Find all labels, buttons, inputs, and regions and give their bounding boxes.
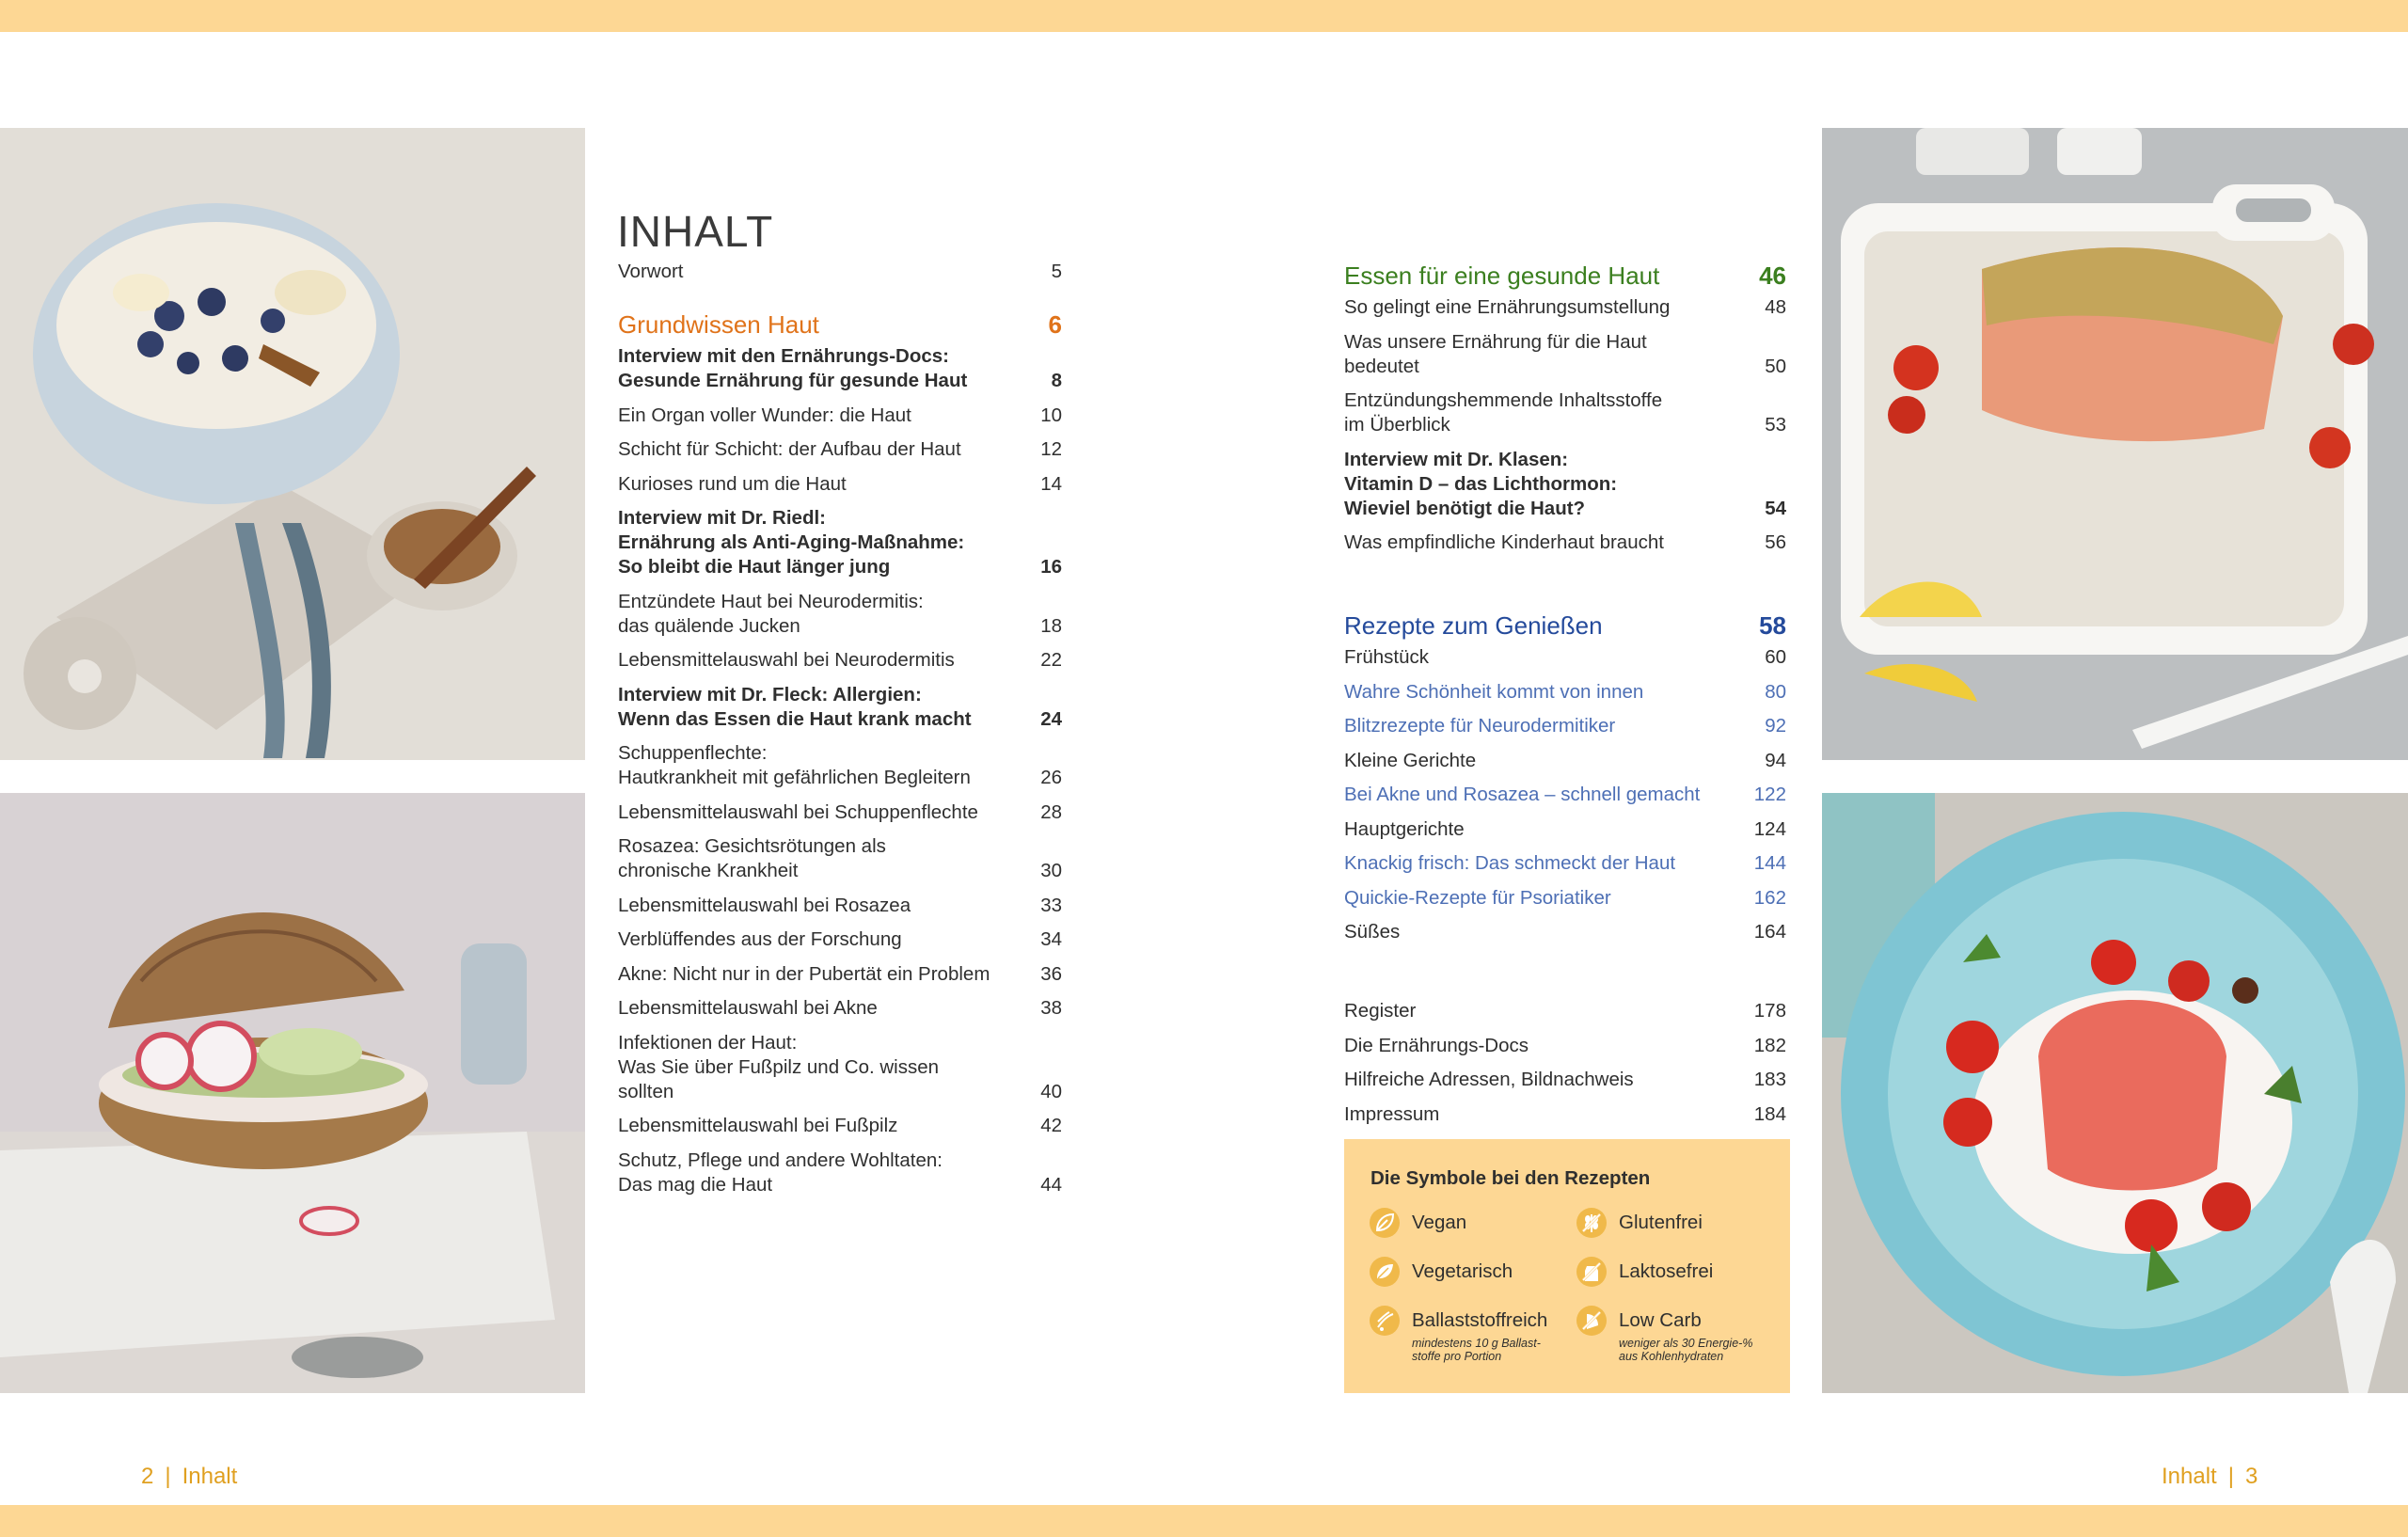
toc-entry [618, 800, 1062, 825]
toc-entry [1344, 645, 1786, 670]
toc-entry-title: Ein Organ voller Wunder: die Haut [618, 404, 911, 426]
footer-right [2162, 1464, 2258, 1490]
toc-entry-page: 94 [1765, 749, 1786, 771]
toc-entry-title: Rezepte zum Genießen [1344, 611, 1603, 640]
toc-entry-title: Lebensmittelauswahl bei Schuppenflechte [618, 800, 978, 823]
toc-entry [1344, 448, 1786, 521]
toc-entry-page: 38 [1040, 997, 1062, 1019]
toc-entry-page: 46 [1759, 261, 1786, 290]
toc-entry-page: 16 [1040, 556, 1062, 578]
toc-entry-page: 60 [1765, 646, 1786, 668]
toc-entry-page: 124 [1753, 817, 1786, 840]
toc-entry-title: Entzündete Haut bei Neurodermitis: das quälende Jucken [618, 590, 924, 637]
legend-item [1576, 1305, 1752, 1363]
footer-section-left: Inhalt [182, 1464, 238, 1489]
toc-entry [618, 927, 1062, 952]
legend-item-note: weniger als 30 Energie-% aus Kohlenhydraten [1619, 1337, 1753, 1363]
toc-entry [1344, 886, 1786, 911]
toc-entry-title: Schicht für Schicht: der Aufbau der Haut [618, 438, 961, 460]
toc-entry-title: Akne: Nicht nur in der Pubertät ein Problem [618, 962, 990, 985]
milk-icon [1576, 1256, 1608, 1288]
legend-title: Die Symbole bei den Rezepten [1370, 1167, 1651, 1189]
toc-entry-page: 33 [1040, 894, 1062, 916]
toc-entry-page: 14 [1040, 472, 1062, 495]
toc-entry-title: Register [1344, 1000, 1417, 1022]
leaf-vegetarian-icon [1369, 1256, 1401, 1288]
footer-section-right: Inhalt [2162, 1464, 2217, 1489]
toc-entry [1344, 330, 1786, 379]
toc-entry-page: 184 [1753, 1102, 1786, 1125]
toc-entry-page: 10 [1040, 404, 1062, 426]
toc-entry-page: 183 [1753, 1069, 1786, 1090]
toc-entry [618, 894, 1062, 918]
toc-entry [1344, 749, 1786, 773]
toc-entry-page: 42 [1040, 1115, 1062, 1136]
toc-entry-title: Interview mit Dr. Riedl: Ernährung als Anti-Aging-Maßnahme: So bleibt die Haut länger jung [618, 507, 965, 578]
wheat-icon [1576, 1207, 1608, 1239]
legend-item [1576, 1256, 1713, 1288]
toc-entry-title: So gelingt eine Ernährungsumstellung [1344, 296, 1671, 318]
toc-entry [1344, 714, 1786, 738]
legend-item-note: mindestens 10 g Ballast- stoffe pro Portion [1412, 1337, 1541, 1363]
toc-entry-title: Rosazea: Gesichtsrötungen als chronische Krankheit [618, 835, 886, 881]
toc-entry [1344, 1102, 1786, 1127]
toc-entry-page: 34 [1040, 928, 1062, 950]
legend-item-label: Laktosefrei [1619, 1260, 1714, 1282]
toc-entry-title: Was empfindliche Kinderhaut braucht [1344, 531, 1664, 553]
toc-entry [618, 996, 1062, 1021]
toc-entry-page: 24 [1040, 707, 1062, 730]
legend-item [1369, 1207, 1466, 1239]
toc-entry-title: Lebensmittelauswahl bei Neurodermitis [618, 649, 955, 671]
toc-entry [618, 404, 1062, 428]
toc-entry-title: Wahre Schönheit kommt von innen [1344, 680, 1644, 703]
leaf-icon [1369, 1207, 1401, 1239]
legend-item-label: Low Carb [1619, 1309, 1702, 1331]
contents-title: INHALT [617, 206, 774, 256]
legend-item [1369, 1256, 1513, 1288]
toc-entry-title: Essen für eine gesunde Haut [1344, 261, 1660, 290]
toc-entry-page: 30 [1040, 860, 1062, 881]
toc-entry-title: Bei Akne und Rosazea – schnell gemacht [1344, 784, 1701, 805]
toc-entry-title: Verblüffendes aus der Forschung [618, 928, 902, 950]
legend-item-label: Vegetarisch [1412, 1260, 1513, 1282]
toc-entry-page: 36 [1040, 962, 1062, 985]
toc-entry-title: Hilfreiche Adressen, Bildnachweis [1344, 1069, 1634, 1090]
toc-entry [1344, 1034, 1786, 1058]
bottom-color-band [0, 1505, 2408, 1537]
toc-entry-page: 12 [1040, 438, 1062, 460]
toc-section-heading [1344, 260, 1786, 292]
sandwich-photo [0, 793, 585, 1393]
fiber-icon [1369, 1305, 1401, 1337]
toc-entry [618, 962, 1062, 987]
toc-entry [618, 590, 1062, 639]
toc-section-heading [618, 309, 1062, 341]
toc-entry-title: Lebensmittelauswahl bei Akne [618, 997, 878, 1019]
toc-entry-page: 18 [1040, 614, 1062, 637]
salmon-dish-photo [1822, 128, 2408, 760]
toc-entry [1344, 783, 1786, 807]
toc-entry [1344, 999, 1786, 1023]
toc-entry-title: Interview mit Dr. Fleck: Allergien: Wenn das Essen die Haut krank macht [618, 683, 972, 730]
footer-separator-left: | [165, 1464, 171, 1489]
footer-separator-right: | [2227, 1464, 2234, 1489]
toc-entry-page: 8 [1051, 370, 1062, 391]
toc-entry-page: 122 [1753, 784, 1786, 805]
toc-entry-title: Schuppenflechte: Hautkrankheit mit gefährlichen Begleitern [618, 742, 971, 788]
top-color-band [0, 0, 2408, 32]
legend-item-label: Glutenfrei [1619, 1212, 1703, 1233]
low-carb-icon [1576, 1305, 1608, 1337]
toc-entry [1344, 531, 1786, 555]
toc-left-column [618, 260, 1062, 1207]
toc-entry [618, 437, 1062, 462]
toc-right-column [1344, 260, 1786, 1136]
toc-entry-page: 40 [1040, 1080, 1062, 1102]
toc-entry-page: 178 [1753, 1000, 1786, 1022]
porridge-bowl-photo [0, 128, 585, 760]
toc-entry-page: 44 [1040, 1173, 1062, 1196]
toc-entry [618, 1031, 1062, 1104]
toc-entry [618, 344, 1062, 393]
toc-entry-page: 28 [1040, 800, 1062, 823]
toc-entry [1344, 295, 1786, 320]
toc-entry-page: 144 [1753, 852, 1786, 874]
toc-entry-page: 56 [1765, 531, 1786, 553]
dessert-plate-photo [1822, 793, 2408, 1393]
toc-entry-page: 50 [1765, 355, 1786, 377]
toc-entry [1344, 817, 1786, 842]
toc-entry-title: Hauptgerichte [1344, 817, 1465, 840]
toc-entry [1344, 851, 1786, 876]
toc-entry [1344, 1068, 1786, 1092]
toc-entry-title: Lebensmittelauswahl bei Rosazea [618, 894, 911, 916]
toc-entry [618, 683, 1062, 732]
toc-entry [618, 260, 1062, 284]
toc-entry-page: 5 [1051, 261, 1062, 282]
toc-entry-title: Knackig frisch: Das schmeckt der Haut [1344, 852, 1676, 874]
legend-item [1576, 1207, 1703, 1239]
toc-entry-title: Kleine Gerichte [1344, 749, 1477, 771]
legend-item-label: Vegan [1412, 1212, 1467, 1233]
toc-entry-title: Kurioses rund um die Haut [618, 472, 847, 495]
toc-entry [618, 1149, 1062, 1197]
toc-entry-page: 26 [1040, 767, 1062, 788]
toc-entry-title: Interview mit den Ernährungs-Docs: Gesunde Ernährung für gesunde Haut [618, 345, 968, 391]
toc-entry-page: 6 [1048, 310, 1062, 339]
toc-entry-title: Die Ernährungs-Docs [1344, 1034, 1529, 1056]
toc-section-heading [1344, 610, 1786, 642]
toc-entry-page: 182 [1753, 1034, 1786, 1056]
toc-entry-page: 162 [1753, 886, 1786, 909]
toc-entry-title: Was unsere Ernährung für die Haut bedeutet [1344, 330, 1647, 377]
toc-entry-title: Frühstück [1344, 646, 1429, 668]
toc-entry-page: 54 [1765, 497, 1786, 519]
footer-left [141, 1464, 237, 1490]
toc-entry-title: Impressum [1344, 1102, 1440, 1125]
toc-entry [1344, 680, 1786, 705]
toc-entry-title: Schutz, Pflege und andere Wohltaten: Das mag die Haut [618, 1149, 943, 1196]
toc-entry [618, 472, 1062, 497]
toc-entry-title: Quickie-Rezepte für Psoriatiker [1344, 886, 1611, 909]
toc-entry-title: Infektionen der Haut: Was Sie über Fußpilz und Co. wissen sollten [618, 1031, 940, 1102]
toc-entry [618, 506, 1062, 579]
toc-entry-page: 53 [1765, 414, 1786, 436]
toc-entry [618, 648, 1062, 673]
toc-entry-page: 80 [1765, 680, 1786, 703]
page-number-left: 2 [141, 1464, 154, 1489]
toc-entry-title: Blitzrezepte für Neurodermitiker [1344, 715, 1616, 737]
toc-entry-page: 58 [1759, 611, 1786, 640]
toc-entry [618, 1114, 1062, 1138]
toc-entry [1344, 388, 1786, 437]
toc-entry-title: Entzündungshemmende Inhaltsstoffe im Überblick [1344, 389, 1663, 436]
toc-entry-page: 164 [1753, 921, 1786, 943]
toc-entry-page: 22 [1040, 649, 1062, 671]
legend-item-label: Ballaststoffreich [1412, 1309, 1548, 1331]
toc-entry [1344, 920, 1786, 944]
toc-entry-title: Lebensmittelauswahl bei Fußpilz [618, 1115, 898, 1136]
toc-entry [618, 834, 1062, 883]
toc-entry-page: 92 [1765, 715, 1786, 737]
legend-item [1369, 1305, 1547, 1363]
toc-entry-title: Süßes [1344, 921, 1401, 943]
toc-entry-page: 48 [1765, 296, 1786, 318]
toc-entry [618, 741, 1062, 790]
symbols-legend-box [1344, 1139, 1790, 1393]
page-number-right: 3 [2244, 1464, 2258, 1489]
toc-entry-title: Interview mit Dr. Klasen: Vitamin D – das Lichthormon: Wieviel benötigt die Haut? [1344, 448, 1618, 519]
toc-entry-title: Vorwort [618, 261, 684, 282]
toc-entry-title: Grundwissen Haut [618, 310, 819, 339]
